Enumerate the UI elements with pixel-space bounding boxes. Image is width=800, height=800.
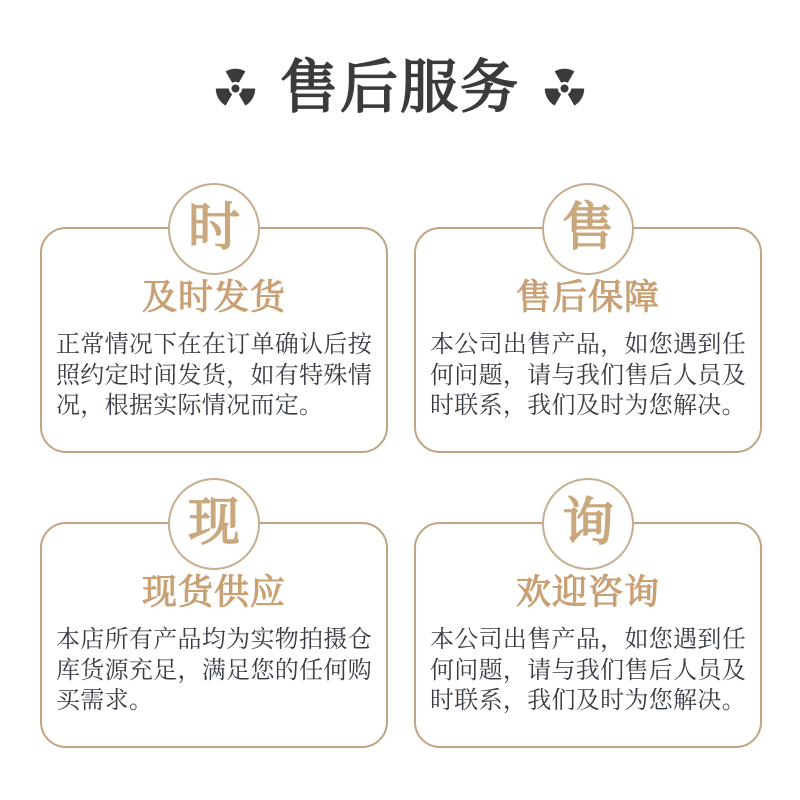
radiation-trefoil-icon xyxy=(541,65,588,112)
card-heading: 欢迎咨询 xyxy=(515,573,660,612)
card-heading: 现货供应 xyxy=(141,573,286,612)
service-card-timely-shipping xyxy=(40,199,388,453)
badge-circle xyxy=(542,183,634,275)
service-card-after-sales-guarantee xyxy=(414,199,762,453)
badge-character: 询 xyxy=(561,494,614,552)
page-header xyxy=(0,52,800,124)
page-title: 售后服务 xyxy=(279,55,520,120)
badge-circle xyxy=(168,478,260,570)
service-card-in-stock-supply xyxy=(40,494,388,748)
service-card-welcome-inquiry xyxy=(414,494,762,748)
badge-circle xyxy=(542,478,634,570)
card-description: 本公司出售产品，如您遇到任何问题，请与我们售后人员及时联系，我们及时为您解决。 xyxy=(430,331,746,419)
card-description: 本公司出售产品，如您遇到任何问题，请与我们售后人员及时联系，我们及时为您解决。 xyxy=(430,626,746,714)
card-description: 本店所有产品均为实物拍摄仓库货源充足，满足您的任何购买需求。 xyxy=(56,626,372,714)
badge-character: 售 xyxy=(561,199,614,257)
badge-character: 现 xyxy=(187,494,240,552)
card-heading: 售后保障 xyxy=(515,278,660,317)
card-description: 正常情况下在在订单确认后按照约定时间发货，如有特殊情况，根据实际情况而定。 xyxy=(56,331,372,419)
card-heading: 及时发货 xyxy=(141,278,286,317)
badge-circle xyxy=(168,183,260,275)
badge-character: 时 xyxy=(187,199,240,257)
radiation-trefoil-icon xyxy=(212,65,259,112)
